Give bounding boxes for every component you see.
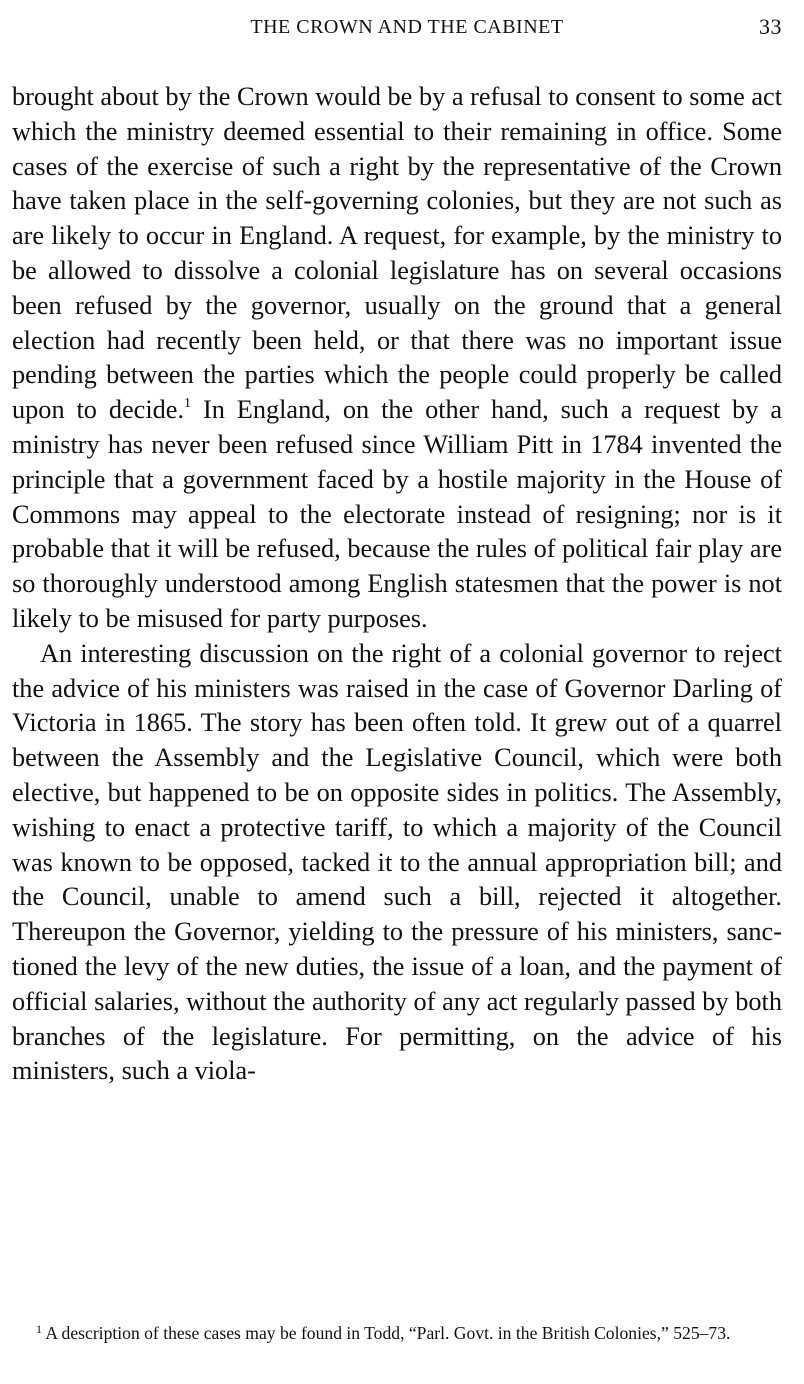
- running-title: THE CROWN AND THE CABINET: [250, 16, 564, 38]
- footnote-mark: 1: [36, 1322, 42, 1336]
- body-text: [12, 80, 782, 1089]
- running-head: [12, 10, 782, 50]
- footnote-reference: 1: [184, 396, 192, 412]
- page-number: 33: [759, 14, 782, 39]
- book-page: [12, 10, 782, 1370]
- footnote: [12, 1322, 782, 1344]
- footnote-text: A description of these cases may be found in Todd, “Parl. Govt. in the British Colonies,” 525–73.: [42, 1323, 731, 1343]
- paragraph-1-text-after-note: In England, on the other hand, such a request by a ministry has never been refused since William Pitt in 1784 invented the principle that a government faced by a hostile majority in the House of Commons may appeal to the electorate instead of resigning; nor is it probable that it will be refused, because the rules of political fair play are so thoroughly understood among English statesmen that the power is not likely to be misused for party purposes.: [12, 395, 783, 633]
- paragraph-2: An interesting discussion on the right of a colonial governor to reject the advice of his ministers was raised in the case of Governor Darling of Victoria in 1865. The story has been often told. It grew out of a quarrel between the Assembly and the Legislative Council, which were both elective, but happened to be on opposite sides in politics. The Assembly, wishing to enact a protective tariff, to which a majority of the Council was known to be opposed, tacked it to the annual appropriation bill; and the Council, unable to amend such a bill, rejected it altogether. Thereupon the Governor, yielding to the pressure of his ministers, sanctioned the levy of the new duties, the issue of a loan, and the payment of official salaries, without the authority of any act regularly passed by both branches of the legislature. For permitting, on the advice of his ministers, such a viola-: [12, 638, 782, 1086]
- paragraph-1-text-before-note: brought about by the Crown would be by a refusal to consent to some act which the ministry deemed essential to their remaining in office. Some cases of the exercise of such a right by the representative of the Crown have taken place in the self-governing colonies, but they are not such as are likely to occur in England. A request, for example, by the ministry to be allowed to dissolve a colonial legislature has on several occasions been refused by the governor, usually on the ground that a general election had recently been held, or that there was no important issue pending between the parties which the people could properly be called upon to decide.: [12, 82, 782, 425]
- paragraph-1: [12, 80, 782, 637]
